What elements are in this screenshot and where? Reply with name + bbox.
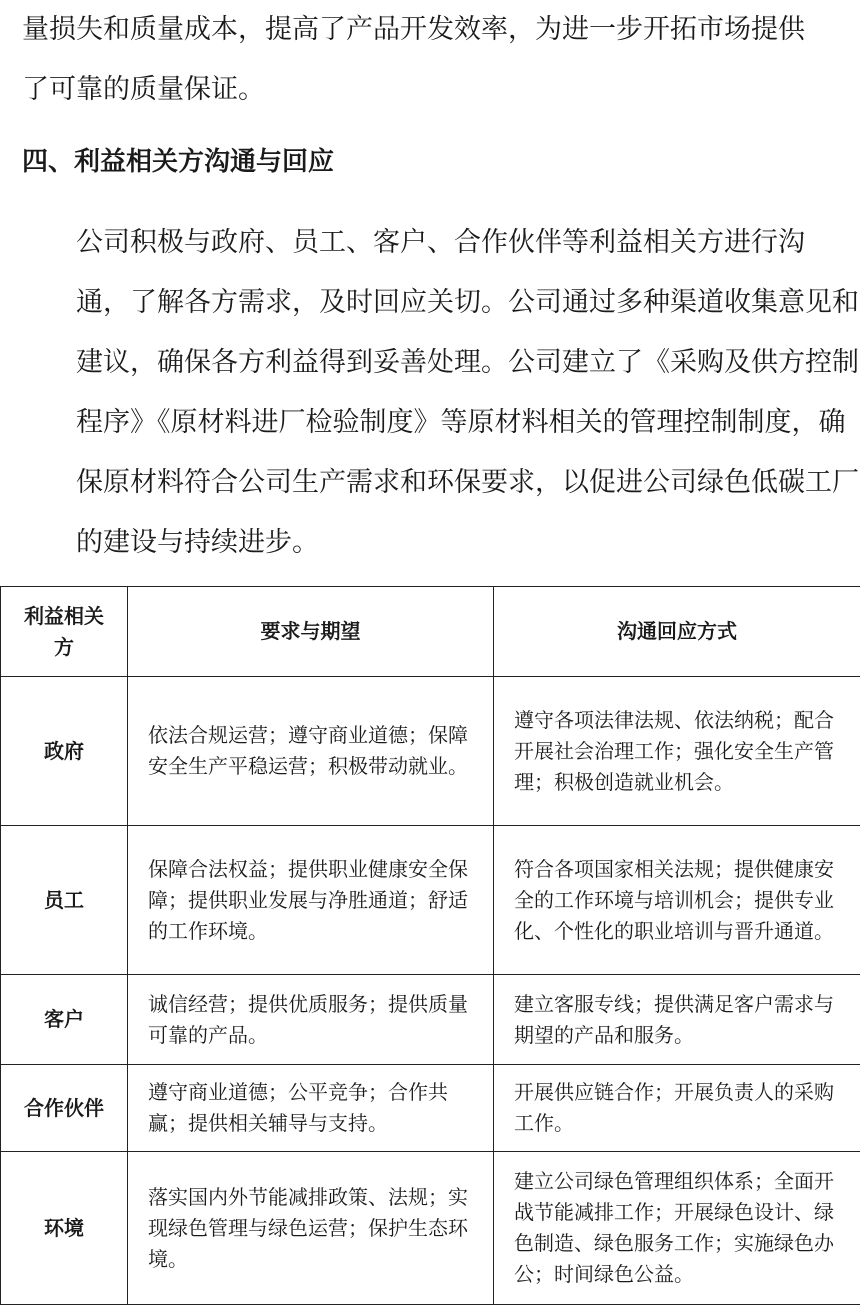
body-paragraph xyxy=(22,213,859,573)
response-cell: 遵守各项法律法规、依法纳税；配合开展社会治理工作；强化安全生产管理；积极创造就业机会。 xyxy=(494,677,860,826)
intro-paragraph xyxy=(22,0,838,120)
body-line: 公司积极与政府、员工、客户、合作伙伴等利益相关方进行沟 xyxy=(76,227,805,258)
expectations-cell: 诚信经营；提供优质服务；提供质量可靠的产品。 xyxy=(128,975,494,1065)
expectations-cell: 遵守商业道德；公平竞争；合作共赢；提供相关辅导与支持。 xyxy=(128,1065,494,1152)
header-stakeholder: 利益相关方 xyxy=(1,587,128,677)
response-cell: 符合各项国家相关法规；提供健康安全的工作环境与培训机会；提供专业化、个性化的职业培训与晋升通道。 xyxy=(494,826,860,975)
stakeholder-table xyxy=(0,586,860,1305)
expectations-cell: 保障合法权益；提供职业健康安全保障；提供职业发展与净胜通道；舒适的工作环境。 xyxy=(128,826,494,975)
table-row xyxy=(1,677,860,826)
section-heading: 四、利益相关方沟通与回应 xyxy=(22,147,335,177)
table-row xyxy=(1,826,860,975)
response-cell: 建立客服专线；提供满足客户需求与期望的产品和服务。 xyxy=(494,975,860,1065)
stakeholder-cell: 员工 xyxy=(1,826,128,975)
response-cell: 建立公司绿色管理组织体系；全面开战节能减排工作；开展绿色设计、绿色制造、绿色服务工作；实施绿色办公；时间绿色公益。 xyxy=(494,1152,860,1305)
expectations-cell: 落实国内外节能减排政策、法规；实现绿色管理与绿色运营；保护生态环境。 xyxy=(128,1152,494,1305)
body-line: 保原材料符合公司生产需求和环保要求，以促进公司绿色低碳工厂 xyxy=(76,467,859,498)
stakeholder-cell: 环境 xyxy=(1,1152,128,1305)
body-line: 建议，确保各方利益得到妥善处理。公司建立了《采购及供方控制 xyxy=(76,347,859,378)
header-expectations: 要求与期望 xyxy=(128,587,494,677)
table-row xyxy=(1,975,860,1065)
stakeholder-cell: 政府 xyxy=(1,677,128,826)
table-header-row xyxy=(1,587,860,677)
response-cell: 开展供应链合作；开展负责人的采购工作。 xyxy=(494,1065,860,1152)
stakeholder-cell: 客户 xyxy=(1,975,128,1065)
body-line: 程序》《原材料进厂检验制度》等原材料相关的管理控制制度，确 xyxy=(76,407,846,438)
stakeholder-cell: 合作伙伴 xyxy=(1,1065,128,1152)
intro-line: 了可靠的质量保证。 xyxy=(22,74,265,105)
table-row xyxy=(1,1152,860,1305)
body-line: 的建设与持续进步。 xyxy=(76,527,319,558)
table-row xyxy=(1,1065,860,1152)
header-response: 沟通回应方式 xyxy=(494,587,860,677)
body-line: 通，了解各方需求，及时回应关切。公司通过多种渠道收集意见和 xyxy=(76,287,859,318)
expectations-cell: 依法合规运营；遵守商业道德；保障安全生产平稳运营；积极带动就业。 xyxy=(128,677,494,826)
intro-line: 量损失和质量成本，提高了产品开发效率，为进一步开拓市场提供 xyxy=(22,14,805,45)
